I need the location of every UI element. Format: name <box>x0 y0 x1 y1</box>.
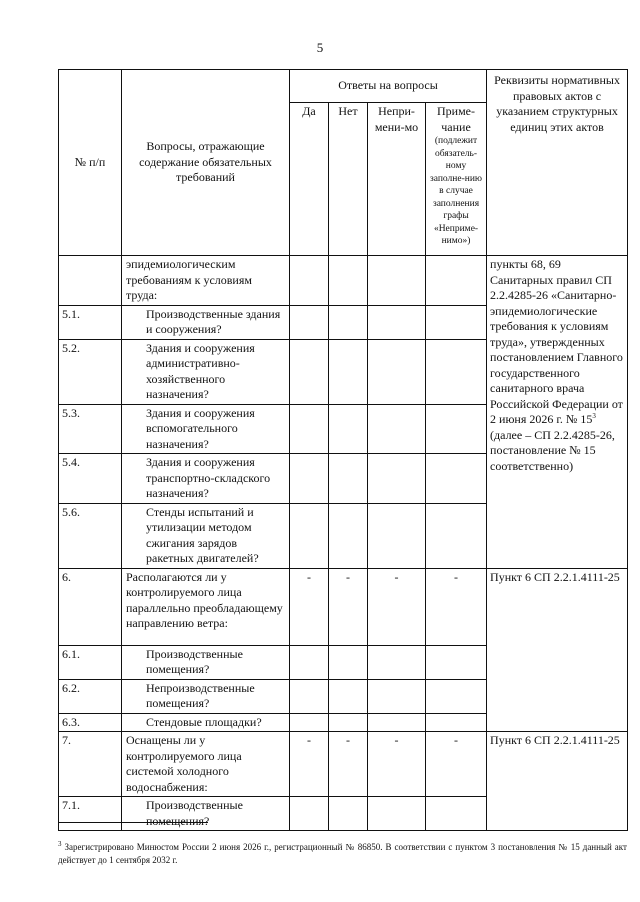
question-text: Производственные здания и сооружения? <box>122 305 290 339</box>
row-number: 7.1. <box>59 797 122 831</box>
answer-yes-cell[interactable] <box>290 679 329 713</box>
answer-no-cell[interactable] <box>329 305 368 339</box>
question-text: Производственные помещения? <box>122 797 290 831</box>
row-number: 5.1. <box>59 305 122 339</box>
header-answers: Ответы на вопросы <box>290 70 487 103</box>
answer-note-cell[interactable] <box>426 797 487 831</box>
question-text: Здания и сооружения вспомогательного назначения? <box>122 404 290 454</box>
header-no: Нет <box>329 103 368 256</box>
answer-no-cell[interactable] <box>329 454 368 504</box>
answer-yes-cell[interactable] <box>290 713 329 732</box>
answer-yes-cell[interactable] <box>290 339 329 404</box>
answer-note-cell[interactable] <box>426 679 487 713</box>
answer-note-cell[interactable] <box>426 503 487 568</box>
footnote <box>58 841 627 867</box>
row-number: 5.4. <box>59 454 122 504</box>
header-note <box>426 103 487 256</box>
question-text: Здания и сооружения транспортно-складского назначения? <box>122 454 290 504</box>
requisites-cell: пункты 68, 69 Санитарных правил СП 2.2.4285-26 «Санитарно-эпидемиологические требования к условиям труда», утвержденных постановлением Главного государственного санитарного врача Российской Федерации от 2 июня 2026 г. № $15^3$ (далее – СП 2.2.4285-26, постановление № 15 соответственно) <box>487 256 628 569</box>
answer-no-dash: - <box>329 732 368 797</box>
requisites-cell: Пункт 6 СП 2.2.1.4111-25 <box>487 732 628 831</box>
answer-note-cell[interactable] <box>426 645 487 679</box>
answer-no-cell[interactable] <box>329 679 368 713</box>
answer-yes-dash: - <box>290 568 329 645</box>
row-number: 6.2. <box>59 679 122 713</box>
table-row <box>59 732 628 797</box>
question-text: Здания и сооружения административно-хозяйственного назначения? <box>122 339 290 404</box>
row-number: 6.3. <box>59 713 122 732</box>
answer-na-cell[interactable] <box>368 339 426 404</box>
answer-no-cell[interactable] <box>329 713 368 732</box>
table-row <box>59 256 628 306</box>
header-num: № п/п <box>59 70 122 256</box>
answer-yes-cell[interactable] <box>290 454 329 504</box>
answer-yes-cell[interactable] <box>290 503 329 568</box>
header-questions: Вопросы, отражающие содержание обязательных требований <box>122 70 290 256</box>
answer-no-cell[interactable] <box>329 339 368 404</box>
answer-na-dash: - <box>368 732 426 797</box>
footnote-separator <box>58 822 208 823</box>
answer-na-cell[interactable] <box>368 679 426 713</box>
header-note-explanation: (подлежит обязатель-ному заполне-нию в случае заполнения графы «Неприме-нимо») <box>430 136 483 246</box>
row-number: 6. <box>59 568 122 645</box>
answer-na-cell[interactable] <box>368 404 426 454</box>
answer-note-cell[interactable] <box>426 404 487 454</box>
question-text: Стендовые площадки? <box>122 713 290 732</box>
answer-na-cell[interactable] <box>368 305 426 339</box>
row-number: 7. <box>59 732 122 797</box>
page-number: 5 <box>316 40 324 55</box>
answer-no-cell[interactable] <box>329 645 368 679</box>
footnote-mark: 3 <box>58 840 62 848</box>
answer-note-cell[interactable] <box>426 305 487 339</box>
answer-note-dash: - <box>426 568 487 645</box>
question-text: эпидемиологическим требованиям к условиям труда: <box>122 256 290 306</box>
question-text: Оснащены ли у контролируемого лица системой холодного водоснабжения: <box>122 732 290 797</box>
answer-note-cell[interactable] <box>426 713 487 732</box>
question-text: Производственные помещения? <box>122 645 290 679</box>
answer-na-cell[interactable] <box>368 503 426 568</box>
answer-note-cell[interactable] <box>426 339 487 404</box>
row-number: 6.1. <box>59 645 122 679</box>
row-number: 5.6. <box>59 503 122 568</box>
header-row-1 <box>59 70 628 103</box>
answer-na-cell[interactable] <box>368 797 426 831</box>
answer-no-cell[interactable] <box>329 256 368 306</box>
answer-no-cell[interactable] <box>329 404 368 454</box>
header-not-applicable: Непри-мени-мо <box>368 103 426 256</box>
question-text: Непроизводственные помещения? <box>122 679 290 713</box>
answer-na-cell[interactable] <box>368 645 426 679</box>
checklist-table <box>58 69 628 831</box>
question-text: Располагаются ли у контролируемого лица параллельно преобладающему направлению ветра: <box>122 568 290 645</box>
answer-note-cell[interactable] <box>426 256 487 306</box>
answer-yes-cell[interactable] <box>290 645 329 679</box>
answer-yes-cell[interactable] <box>290 797 329 831</box>
answer-na-dash: - <box>368 568 426 645</box>
table-row <box>59 568 628 645</box>
answer-yes-cell[interactable] <box>290 256 329 306</box>
row-number: 5.2. <box>59 339 122 404</box>
answer-no-cell[interactable] <box>329 797 368 831</box>
answer-no-cell[interactable] <box>329 503 368 568</box>
row-number: 5.3. <box>59 404 122 454</box>
header-note-title: Приме-чание <box>437 104 476 134</box>
answer-yes-cell[interactable] <box>290 404 329 454</box>
header-yes: Да <box>290 103 329 256</box>
question-text: Стенды испытаний и утилизации методом сжигания зарядов ракетных двигателей? <box>122 503 290 568</box>
requisites-cell: Пункт 6 СП 2.2.1.4111-25 <box>487 568 628 732</box>
answer-note-dash: - <box>426 732 487 797</box>
answer-no-dash: - <box>329 568 368 645</box>
answer-yes-cell[interactable] <box>290 305 329 339</box>
answer-note-cell[interactable] <box>426 454 487 504</box>
answer-yes-dash: - <box>290 732 329 797</box>
header-requisites: Реквизиты нормативных правовых актов с указанием структурных единиц этих актов <box>487 70 628 256</box>
answer-na-cell[interactable] <box>368 713 426 732</box>
answer-na-cell[interactable] <box>368 454 426 504</box>
answer-na-cell[interactable] <box>368 256 426 306</box>
footnote-text: Зарегистрировано Минюстом России 2 июня 2026 г., регистрационный № 86850. В соответствии с пунктом 3 постановления № 15 данный акт действует до 1 сентября 2032 г. <box>58 842 627 865</box>
